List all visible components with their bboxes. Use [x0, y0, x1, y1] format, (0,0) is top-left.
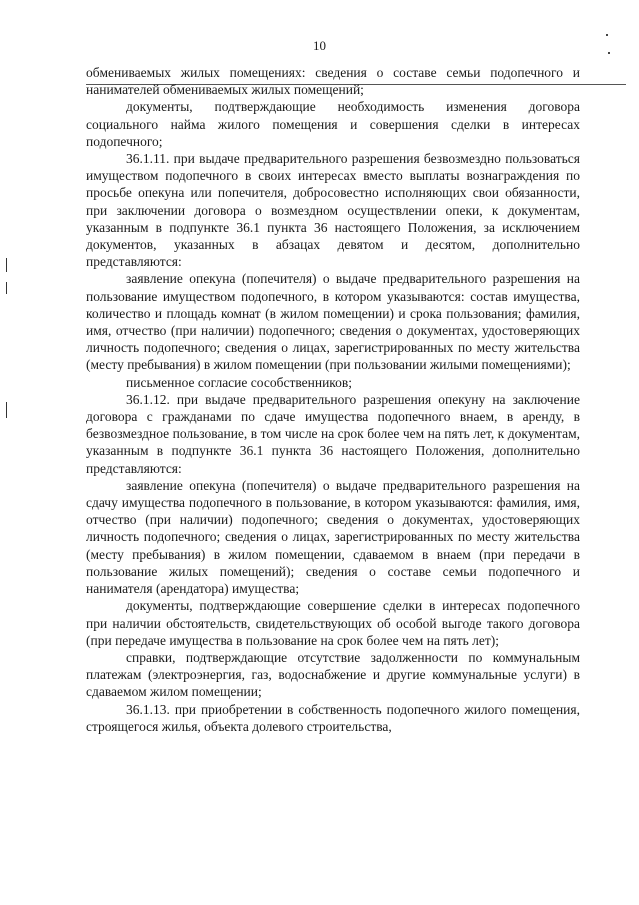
clause-36-1-11: 36.1.11. при выдаче предварительного разрешения безвозмездно пользоваться имуществом подопечного в своих интересах вместо выплаты вознаграждения по просьбе опекуна или попечителя, добросовестно исполняющих свои обязанности, при заключении договора о возмездном осуществлении опеки, к документам, указанным в подпункте 36.1 пункта 36 настоящего Положения, за исключением документов, указанных в абзацах девятом и десятом, дополнительно представляются:	[86, 151, 580, 270]
paragraph: письменное согласие сособственников;	[126, 374, 353, 390]
document-body	[86, 64, 580, 735]
paragraph: заявление опекуна (попечителя) о выдаче предварительного разрешения на пользование имуществом подопечного, в котором указываются: состав имущества, количество и площадь комнат (в жилом помещении) и срока пользования; фамилия, имя, отчество (при наличии) подопечного; сведения о документах, удостоверяющих личность подопечного; сведения о лицах, зарегистрированных по месту жительства (месту пребывания) в жилом помещении (при пользовании жилыми помещениями);	[86, 271, 580, 373]
page-number: 10	[313, 38, 326, 53]
clause-36-1-13: 36.1.13. при приобретении в собственность подопечного жилого помещения, строящегося жилья, объекта долевого строительства,	[86, 701, 580, 734]
margin-mark	[6, 402, 7, 418]
paragraph: заявление опекуна (попечителя) о выдаче предварительного разрешения на сдачу имущества подопечного в пользование, в котором указываются: фамилия, имя, отчество (при наличии) подопечного; сведения о документах, удостоверяющих личность подопечного; сведения о лицах, зарегистрированных по месту жительства (месту пребывания) в жилом помещении, сдаваемом в внаем (при передачи в пользование жилых помещений); сведения о составе семьи подопечного и нанимателя (арендатора) имущества;	[86, 477, 580, 597]
paragraph-continuation: обмениваемых жилых помещениях: сведения о составе семьи подопечного и нанимателей обмениваемых жилых помещений;	[86, 65, 580, 98]
margin-mark	[6, 282, 7, 294]
paragraph: документы, подтверждающие необходимость изменения договора социального найма жилого помещения и совершения сделки в интересах подопечного;	[86, 99, 580, 149]
scan-speck	[608, 52, 610, 54]
paragraph: справки, подтверждающие отсутствие задолженности по коммунальным платежам (электроэнергия, газ, водоснабжение и другие коммунальные услуги) в сдаваемом жилом помещении;	[86, 649, 580, 700]
paragraph: документы, подтверждающие совершение сделки в интересах подопечного при наличии обстоятельств, свидетельствующих об особой выгоде такого договора (при передаче имущества в пользование на срок более чем на пять лет);	[86, 598, 580, 648]
margin-mark	[6, 258, 7, 272]
clause-36-1-12: 36.1.12. при выдаче предварительного разрешения опекуну на заключение договора с гражданами по сдаче имущества подопечного внаем, в аренду, в безвозмездное пользование, в том числе на срок более чем на пять лет, к документам, указанным в подпункте 36.1 пункта 36 настоящего Положения, дополнительно представляются:	[86, 391, 580, 476]
scan-speck	[606, 34, 608, 36]
